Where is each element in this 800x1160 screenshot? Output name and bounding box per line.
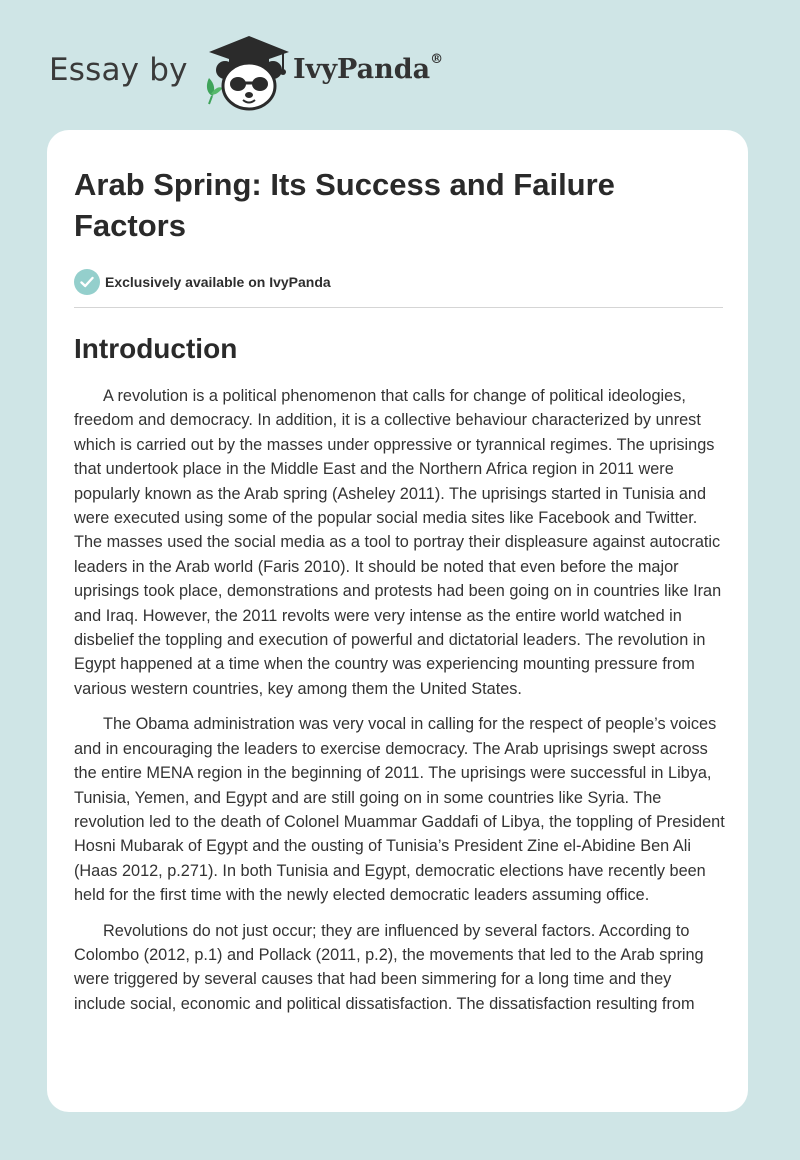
paragraph: A revolution is a political phenomenon that calls for change of political ideologies, freedom and democracy. In addition, it is a collective behaviour characterized by unrest which is carried out by the masses under oppressive or tyrannical regimes. The uprisings that undertook place in the Middle East and the Northern Africa region in 2011 were popularly known as the Arab spring (Asheley 2011). The uprisings started in Tunisia and were executed using some of the popular social media sites like Facebook and Twitter. The masses used the social media as a tool to portray their displeasure against autocratic leaders in the Arab world (Faris 2010). It should be noted that even before the major uprisings took place, demonstrations and protests had been going on in countries like Iran and Iraq. However, the 2011 revolts were very intense as the entire world watched in disbelief the toppling and execution of powerful and dictatorial leaders. The revolution in Egypt happened at a time when the country was experiencing mounting pressure from various western countries, key among them the United States. — [74, 387, 722, 698]
section-heading: Introduction — [74, 333, 238, 364]
article-title: Arab Spring: Its Success and Failure Factors — [74, 167, 615, 243]
brand-prefix: Essay by — [49, 52, 188, 88]
badge-label: Exclusively available on IvyPanda — [105, 274, 331, 290]
divider — [74, 307, 723, 308]
brand-name-text: IvyPanda — [293, 54, 431, 85]
brand-name — [293, 54, 443, 85]
panda-graduate-icon — [203, 34, 295, 112]
article-content — [74, 164, 723, 1016]
paragraph: Revolutions do not just occur; they are influenced by several factors. According to Colombo (2012, p.1) and Pollack (2011, p.2), the movements that led to the Arab spring were triggered by several causes that had been simmering for a long time and they include social, economic and political dissatisfaction. The dissatisfaction resulting from — [74, 921, 704, 1013]
check-icon — [74, 269, 100, 295]
article-card — [47, 130, 748, 1112]
site-brand[interactable] — [49, 34, 469, 112]
exclusive-badge — [74, 268, 723, 296]
paragraph: The Obama administration was very vocal in calling for the respect of people’s voices and in encouraging the leaders to exercise democracy. The Arab uprisings swept across the entire MENA region in the beginning of 2011. The uprisings were successful in Libya, Tunisia, Yemen, and Egypt and are still going on in some countries like Syria. The revolution led to the death of Colonel Muammar Gaddafi of Libya, the toppling of President Hosni Mubarak of Egypt and the ousting of Tunisia’s President Zine el-Abidine Ben Ali (Haas 2012, p.271). In both Tunisia and Egypt, democratic elections have recently been held for the first time with the newly elected democratic leaders assuming office. — [74, 715, 725, 905]
registered-mark: ® — [430, 52, 444, 67]
